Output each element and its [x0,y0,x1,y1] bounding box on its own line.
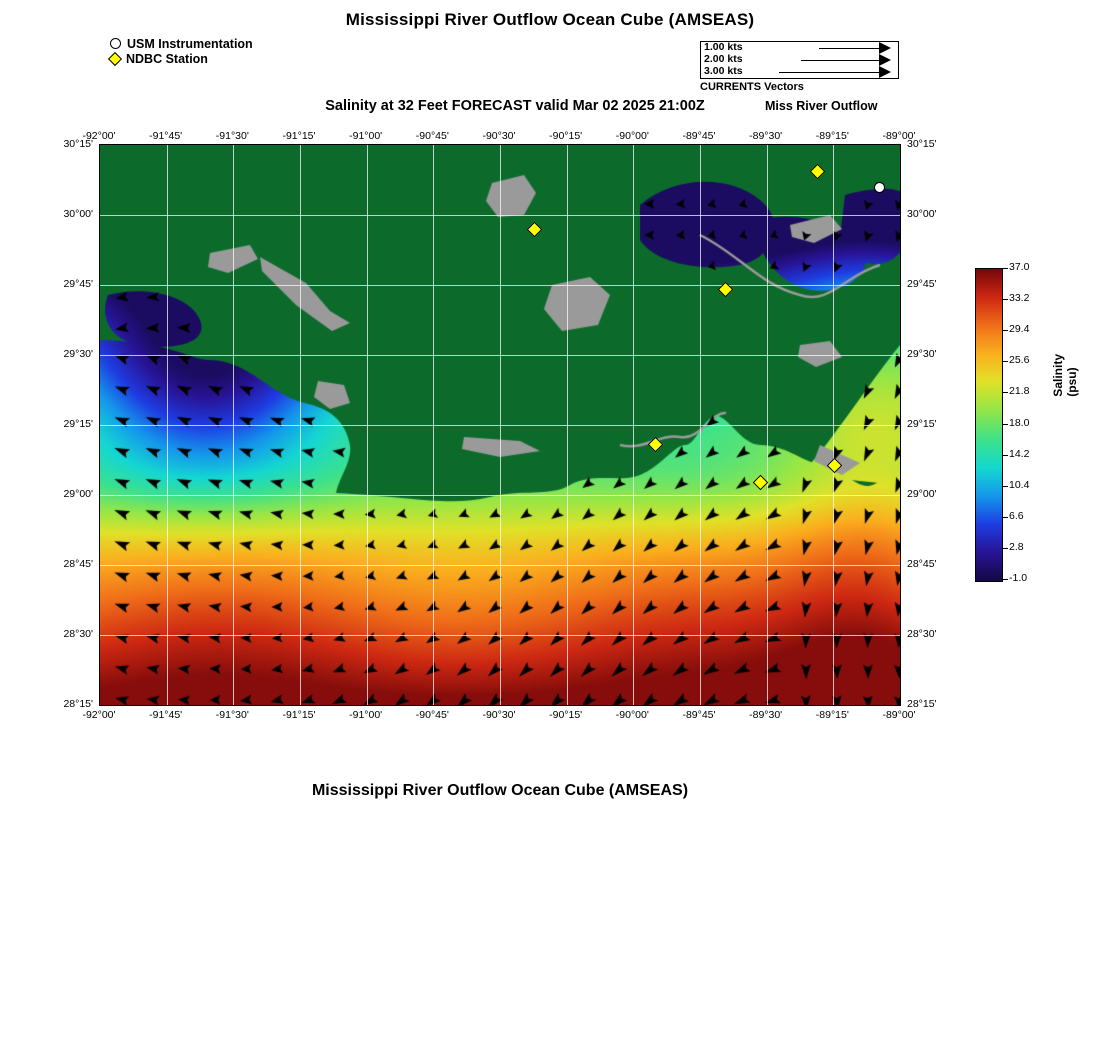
axis-tick-label: -91°30' [215,709,249,721]
axis-tick-label: -92°00' [82,709,116,721]
axis-tick-label: -89°15' [815,130,849,142]
axis-tick-label: -89°00' [882,709,916,721]
colorbar-tick-mark [1003,424,1008,425]
colorbar-tick-label: 14.2 [1009,447,1030,460]
axis-tick-label: 29°30' [907,348,937,360]
axis-tick-label: -90°15' [549,709,583,721]
vector-shaft [779,72,879,73]
axis-tick-label: -89°45' [682,709,716,721]
footer-title: Mississippi River Outflow Ocean Cube (AMSEAS) [311,782,689,799]
colorbar-tick-mark [1003,486,1008,487]
axis-tick-label: -89°30' [749,709,783,721]
axis-tick-label: 30°15' [63,138,93,150]
vector-shaft [801,60,879,61]
colorbar-tick-mark [1003,392,1008,393]
legend-item-ndbc [110,51,253,66]
axis-tick-label: 29°45' [63,278,93,290]
axis-tick-label: -91°00' [349,130,383,142]
vector-arrow-icon [879,54,891,66]
axis-tick-label: -90°15' [549,130,583,142]
colorbar-axis-title: Salinity (psu) [1051,354,1079,397]
colorbar-tick-label: 33.2 [1009,292,1030,305]
axis-tick-label: 29°15' [63,418,93,430]
vector-key-label: 2.00 kts [704,53,743,65]
colorbar-tick-mark [1003,268,1008,269]
colorbar-ticks [1005,261,1045,584]
axis-tick-label: -90°00' [615,130,649,142]
legend-item-label: USM Instrumentation [127,36,253,51]
map-legend [110,36,253,66]
axis-tick-label: -91°45' [149,130,183,142]
vector-arrow-icon [879,66,891,78]
axis-tick-label: -92°00' [82,130,116,142]
colorbar-tick-mark [1003,548,1008,549]
vector-arrow-icon [879,42,891,54]
axis-tick-label: 29°45' [907,278,937,290]
axis-tick-label: -89°15' [815,709,849,721]
colorbar-tick-mark [1003,330,1008,331]
axis-tick-label: -89°45' [682,130,716,142]
legend-item-label: NDBC Station [126,51,208,66]
ndbc-station-marker[interactable] [752,474,768,490]
axis-tick-label: 29°30' [63,348,93,360]
ndbc-station-marker[interactable] [809,163,825,179]
ndbc-station-marker[interactable] [717,281,733,297]
axis-tick-label: -90°30' [482,130,516,142]
currents-vector-key [700,41,899,79]
ndbc-station-marker[interactable] [647,436,663,452]
axis-tick-label: 29°15' [907,418,937,430]
colorbar-tick-mark [1003,579,1008,580]
colorbar-tick-mark [1003,299,1008,300]
axis-tick-label: -90°45' [415,709,449,721]
usm-instrumentation-marker[interactable] [874,182,885,193]
vector-key-row [701,66,898,78]
axis-tick-label: -90°00' [615,709,649,721]
vector-key-caption: CURRENTS Vectors [700,81,804,93]
station-marker-layer [100,145,900,705]
colorbar-tick-label: -1.0 [1009,572,1028,584]
axis-tick-label: -89°00' [882,130,916,142]
axis-tick-label: -90°30' [482,709,516,721]
colorbar-tick-mark [1003,455,1008,456]
axis-tick-label: 28°15' [63,698,93,710]
colorbar-tick-label: 21.8 [1009,385,1030,398]
colorbar-tick-mark [1003,517,1008,518]
colorbar-tick-label: 25.6 [1009,354,1030,367]
axis-tick-label: -91°15' [282,130,316,142]
axis-tick-label: 28°30' [907,628,937,640]
colorbar-tick-label: 29.4 [1009,323,1030,336]
axis-tick-label: 28°45' [907,558,937,570]
vector-key-label: 1.00 kts [704,41,743,53]
chart-subtitle: Salinity at 32 Feet FORECAST valid Mar 02 2025 21:00Z [325,98,705,114]
axis-tick-label: -90°45' [415,130,449,142]
axis-tick-label: -91°45' [149,709,183,721]
axis-tick-label: 30°15' [907,138,937,150]
axis-tick-label: -91°15' [282,709,316,721]
colorbar-tick-label: 18.0 [1009,416,1030,429]
colorbar-tick-label: 2.8 [1009,540,1024,553]
page-title: Mississippi River Outflow Ocean Cube (AMSEAS) [345,10,755,29]
vector-shaft [819,48,879,49]
region-label: Miss River Outflow [765,99,878,113]
colorbar-gradient [975,268,1003,582]
colorbar-tick-mark [1003,361,1008,362]
colorbar-tick-label: 10.4 [1009,478,1030,491]
axis-tick-label: 30°00' [63,208,93,220]
axis-tick-label: 28°30' [63,628,93,640]
axis-tick-label: 30°00' [907,208,937,220]
axis-tick-label: -91°00' [349,709,383,721]
axis-tick-label: -89°30' [749,130,783,142]
axis-tick-label: 28°15' [907,698,937,710]
axis-tick-label: 28°45' [63,558,93,570]
ndbc-station-marker[interactable] [826,457,842,473]
legend-item-usm [110,36,253,51]
axis-tick-label: 29°00' [907,488,937,500]
circle-marker-icon [110,38,121,49]
colorbar-tick-label: 37.0 [1009,261,1030,273]
vector-key-label: 3.00 kts [704,65,743,77]
axis-tick-label: -91°30' [215,130,249,142]
map-plot-area[interactable] [99,144,901,706]
diamond-marker-icon [108,51,122,65]
ndbc-station-marker[interactable] [526,221,542,237]
axis-tick-label: 29°00' [63,488,93,500]
colorbar-tick-label: 6.6 [1009,509,1024,522]
